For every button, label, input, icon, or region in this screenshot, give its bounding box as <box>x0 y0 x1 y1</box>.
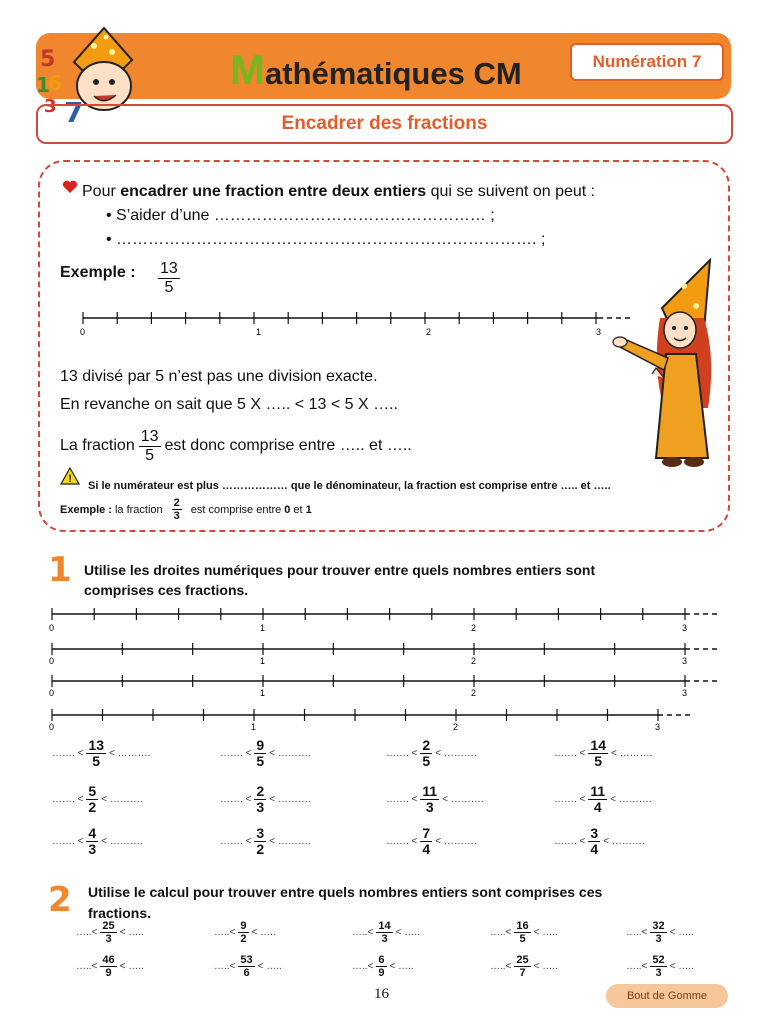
numerator: 9 <box>256 737 265 753</box>
denominator: 9 <box>378 967 385 980</box>
right-blank[interactable]: < ………. <box>269 794 311 806</box>
fraction-cell <box>490 954 558 979</box>
fraction-cell <box>554 826 645 858</box>
heart-icon <box>62 180 78 194</box>
numerator: 3 <box>256 825 265 841</box>
numerator: 46 <box>102 954 115 966</box>
line-label-3: 3 <box>682 688 688 698</box>
right-blank[interactable]: < ………. <box>435 748 477 760</box>
fraction-cell <box>386 826 477 858</box>
denominator: 7 <box>519 967 526 980</box>
exercise-1-number: 1 <box>48 550 72 590</box>
svg-text:6: 6 <box>48 71 62 95</box>
numerator: 16 <box>516 920 529 932</box>
fraction <box>238 954 254 979</box>
line-label-2: 2 <box>471 656 477 666</box>
svg-text:1: 1 <box>36 73 50 97</box>
line-label-3: 3 <box>682 623 688 633</box>
line-label-0: 0 <box>49 623 55 633</box>
fraction <box>86 784 98 816</box>
publisher-logo: Bout de Gomme <box>606 984 728 1008</box>
denominator: 3 <box>256 799 265 816</box>
left-blank[interactable]: ……. < <box>554 748 586 760</box>
left-blank[interactable]: …..< <box>214 927 236 939</box>
line-label-1: 1 <box>260 623 266 633</box>
fraction <box>514 920 530 945</box>
right-blank[interactable]: < ….. <box>669 961 694 973</box>
lesson-bullet-2: • ……………………………………………………………………. ; <box>106 231 546 248</box>
denominator: 3 <box>655 933 662 946</box>
numerator: 25 <box>102 920 115 932</box>
denominator: 3 <box>88 841 97 858</box>
fraction-cell <box>76 954 144 979</box>
denominator: 2 <box>256 841 265 858</box>
fraction <box>254 784 266 816</box>
lesson-subtitle: Encadrer des fractions <box>36 104 733 144</box>
left-blank[interactable]: …..< <box>352 961 374 973</box>
fraction-cell <box>352 920 420 945</box>
denominator: 2 <box>240 933 247 946</box>
denominator: 5 <box>422 753 431 770</box>
left-blank[interactable]: ……. < <box>386 836 418 848</box>
fraction <box>650 920 666 945</box>
numerator: 14 <box>378 920 391 932</box>
lesson-bullet-1: • S’aider d’une …………………………………………… ; <box>106 207 495 224</box>
lesson-sentence-2: En revanche on sait que 5 X ….. < 13 < 5 X ….. <box>60 396 398 413</box>
fraction <box>254 826 266 858</box>
svg-text:7: 7 <box>64 96 84 122</box>
fraction-cell <box>220 738 311 770</box>
right-blank[interactable]: < ….. <box>389 961 414 973</box>
right-blank[interactable]: < ………. <box>101 794 143 806</box>
numerator: 3 <box>590 825 599 841</box>
numerator: 6 <box>378 954 385 966</box>
fraction-cell <box>490 920 558 945</box>
fraction <box>100 920 116 945</box>
warning-text: Si le numérateur est plus ……………… que le dénominateur, la fraction est comprise entre ….. et ….. <box>88 480 611 492</box>
numerator: 5 <box>88 783 97 799</box>
right-blank[interactable]: < ….. <box>257 961 282 973</box>
left-blank[interactable]: …..< <box>214 961 236 973</box>
exercise-2-title-line-2: fractions. <box>88 905 152 921</box>
left-blank[interactable]: ……. < <box>52 836 84 848</box>
denominator: 5 <box>256 753 265 770</box>
left-blank[interactable]: …..< <box>626 927 648 939</box>
denominator: 9 <box>105 967 112 980</box>
line-label-3: 3 <box>655 722 661 732</box>
fraction <box>254 738 266 770</box>
right-blank[interactable]: < ….. <box>119 961 144 973</box>
fraction-cell <box>554 784 652 816</box>
line-label-3: 3 <box>596 327 602 337</box>
page-number: 16 <box>374 986 389 1002</box>
fraction <box>420 784 439 816</box>
denominator: 2 <box>88 799 97 816</box>
lesson-sentence-1: 13 divisé par 5 n’est pas une division exacte. <box>60 368 378 385</box>
fraction <box>514 954 530 979</box>
witch-teacher-icon <box>612 258 724 470</box>
svg-text:3: 3 <box>44 96 57 117</box>
line-label-2: 2 <box>471 688 477 698</box>
left-blank[interactable]: ……. < <box>220 836 252 848</box>
numerator: 14 <box>590 737 606 753</box>
example-label: Exemple : <box>60 264 136 281</box>
fraction <box>100 954 116 979</box>
fraction-cell <box>386 738 477 770</box>
fraction-cell <box>626 920 694 945</box>
denominator: 5 <box>92 753 101 770</box>
left-blank[interactable]: ……. < <box>386 794 418 806</box>
line-label-0: 0 <box>49 656 55 666</box>
fraction-cell <box>52 784 143 816</box>
fraction-cell <box>626 954 694 979</box>
left-blank[interactable]: …..< <box>490 961 512 973</box>
numerator: 9 <box>240 920 247 932</box>
fraction <box>420 738 432 770</box>
right-blank[interactable]: < ….. <box>533 927 558 939</box>
denominator: 4 <box>593 799 602 816</box>
numerator: 4 <box>88 825 97 841</box>
fraction <box>588 826 600 858</box>
right-blank[interactable]: < ………. <box>610 794 652 806</box>
denominator: 4 <box>422 841 431 858</box>
left-blank[interactable]: ……. < <box>220 794 252 806</box>
exercise-1-title-line-2: comprises ces fractions. <box>84 582 249 598</box>
exercise-2-title-line-1: Utilise le calcul pour trouver entre quels nombres entiers sont comprises ces <box>88 884 603 900</box>
right-blank[interactable]: < ………. <box>108 748 151 760</box>
denominator: 5 <box>519 933 526 946</box>
fraction <box>376 920 392 945</box>
left-blank[interactable]: ……. < <box>220 748 252 760</box>
right-blank[interactable]: < ….. <box>119 927 144 939</box>
left-blank[interactable]: …..< <box>626 961 648 973</box>
right-blank[interactable]: < ………. <box>435 836 477 848</box>
lesson-conclusion: La fraction $\frac{13}{5}$ est donc comprise entre ….. et ….. <box>60 428 412 464</box>
fraction <box>238 920 248 945</box>
line-label-2: 2 <box>426 327 432 337</box>
exercise-2-number: 2 <box>48 880 72 920</box>
right-blank[interactable]: < ………. <box>269 836 311 848</box>
fraction-cell <box>52 826 143 858</box>
line-label-1: 1 <box>260 656 266 666</box>
fraction <box>376 954 386 979</box>
fraction <box>420 826 432 858</box>
svg-text:5: 5 <box>40 47 56 72</box>
fraction <box>588 738 608 770</box>
fraction-cell <box>386 784 484 816</box>
numerator: 11 <box>422 783 438 799</box>
numerator: 13 <box>88 737 104 753</box>
right-blank[interactable]: < ………. <box>442 794 484 806</box>
denominator: 3 <box>105 933 112 946</box>
numerator: 53 <box>240 954 253 966</box>
lesson-intro: Pour encadrer une fraction entre deux entiers qui se suivent on peut : <box>82 183 596 200</box>
exercise-1-number-lines <box>40 602 730 732</box>
numerator: 25 <box>516 954 529 966</box>
fraction-cell <box>220 826 311 858</box>
left-blank[interactable]: ……. < <box>386 748 418 760</box>
example-2: Exemple : la fraction $\frac{2}{3}$ est comprise entre 0 et 1 <box>60 497 312 523</box>
numerator: 11 <box>590 783 606 799</box>
left-blank[interactable]: ……. < <box>554 836 586 848</box>
right-blank[interactable]: < ….. <box>251 927 276 939</box>
fraction <box>650 954 666 979</box>
line-label-0: 0 <box>80 327 86 337</box>
left-blank[interactable]: …..< <box>352 927 374 939</box>
line-label-2: 2 <box>453 722 459 732</box>
fraction <box>86 738 106 770</box>
left-blank[interactable]: ……. < <box>554 794 586 806</box>
fraction <box>588 784 607 816</box>
left-blank[interactable]: …..< <box>76 927 98 939</box>
line-label-3: 3 <box>682 656 688 666</box>
warning-icon <box>60 467 80 485</box>
numerator: 2 <box>422 737 431 753</box>
right-blank[interactable]: < ………. <box>269 748 311 760</box>
denominator: 3 <box>381 933 388 946</box>
fraction-cell <box>220 784 311 816</box>
denominator: 6 <box>243 967 250 980</box>
fraction-cell <box>76 920 144 945</box>
chapter-badge: Numération 7 <box>570 43 724 81</box>
left-blank[interactable]: …..< <box>490 927 512 939</box>
numerator: 7 <box>422 825 431 841</box>
line-label-0: 0 <box>49 688 55 698</box>
left-blank[interactable]: ……. < <box>52 748 84 760</box>
example-fraction: $\frac{13}{5}$ <box>160 260 178 296</box>
lesson-number-line <box>78 308 638 344</box>
exercise-1-title-line-1: Utilise les droites numériques pour trouver entre quels nombres entiers sont <box>84 562 596 578</box>
left-blank[interactable]: ……. < <box>52 794 84 806</box>
line-label-1: 1 <box>251 722 257 732</box>
numerator: 52 <box>652 954 665 966</box>
fraction-cell <box>52 738 150 770</box>
denominator: 3 <box>655 967 662 980</box>
fraction-cell <box>214 954 282 979</box>
right-blank[interactable]: < ………. <box>603 836 645 848</box>
denominator: 5 <box>594 753 603 770</box>
right-blank[interactable]: < ….. <box>395 927 420 939</box>
right-blank[interactable]: < ………. <box>610 748 653 760</box>
line-label-1: 1 <box>256 327 262 337</box>
left-blank[interactable]: …..< <box>76 961 98 973</box>
numerator: 2 <box>256 783 265 799</box>
right-blank[interactable]: < ….. <box>533 961 558 973</box>
svg-text:!: ! <box>68 473 72 485</box>
fraction <box>86 826 98 858</box>
fraction-cell <box>352 954 414 979</box>
line-label-2: 2 <box>471 623 477 633</box>
line-label-1: 1 <box>260 688 266 698</box>
denominator: 3 <box>425 799 434 816</box>
fraction-cell <box>554 738 652 770</box>
fraction-cell <box>214 920 276 945</box>
line-label-0: 0 <box>49 722 55 732</box>
page-title: Mathématiques CM <box>230 46 522 93</box>
right-blank[interactable]: < ………. <box>101 836 143 848</box>
denominator: 4 <box>590 841 599 858</box>
numerator: 32 <box>652 920 665 932</box>
right-blank[interactable]: < ….. <box>669 927 694 939</box>
